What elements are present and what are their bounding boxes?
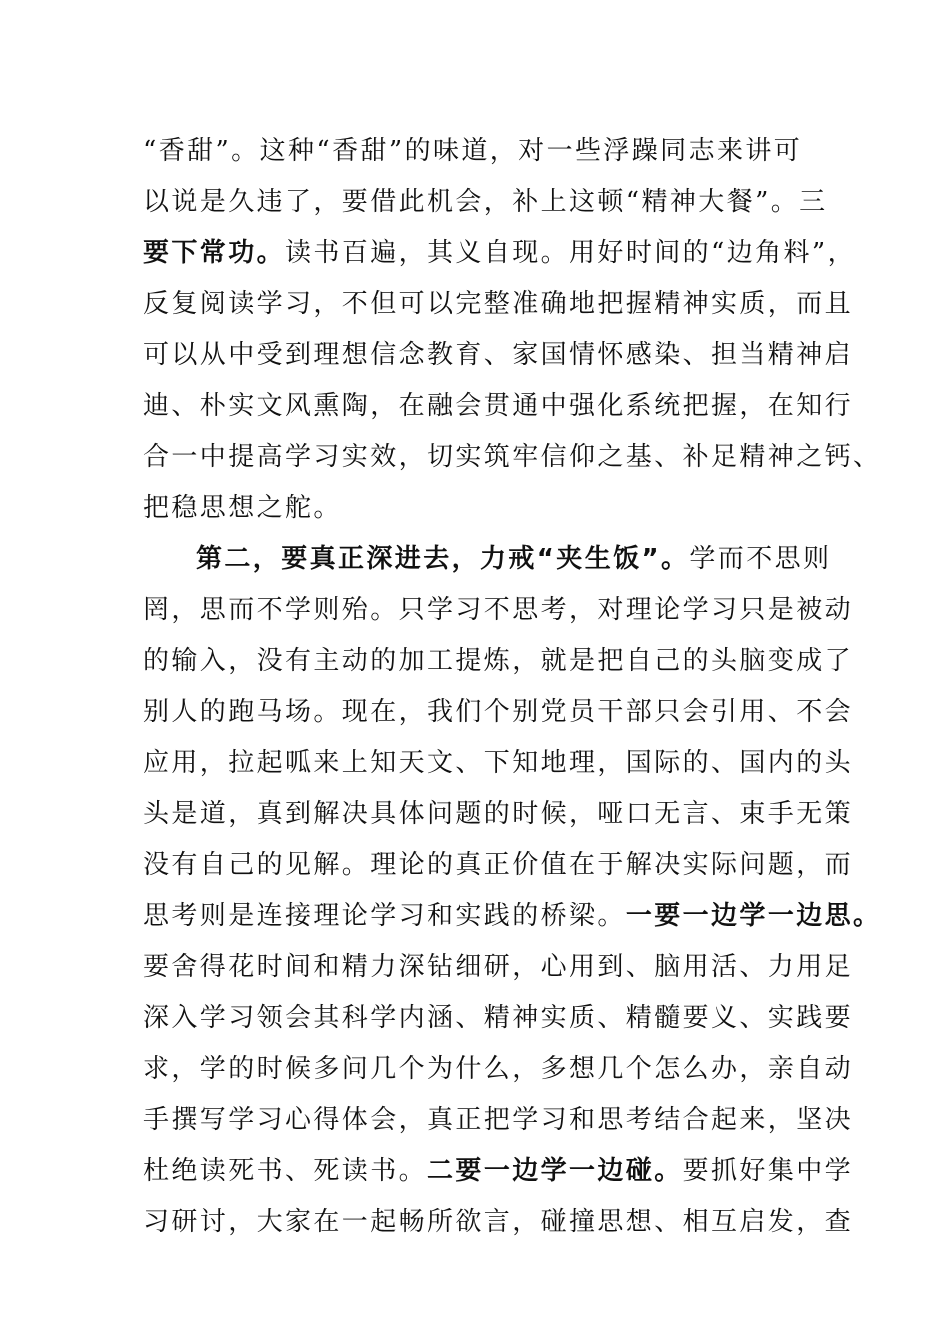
text-line <box>143 338 853 372</box>
text-run: 罔，思而不学则殆。只学习不思考，对理论学习只是被动 <box>143 595 854 625</box>
text-run: 读书百遍，其义自现。用好时间的“边角料”， <box>285 238 857 268</box>
text-line <box>143 440 881 474</box>
text-run: 深入学习领会其科学内涵、精神实质、精髓要义、实践要 <box>143 1003 854 1033</box>
text-run: 合一中提高学习实效，切实筑牢信仰之基、补足精神之钙、 <box>143 442 882 472</box>
text-run: 迪、朴实文风熏陶，在融会贯通中强化系统把握，在知行 <box>143 391 854 421</box>
bold-heading-run: 第二，要真正深进去，力戒“夹生饭”。 <box>196 544 690 574</box>
bold-heading-run: 要下常功。 <box>143 238 286 268</box>
text-line <box>143 1103 853 1137</box>
text-line <box>143 1052 853 1086</box>
text-line <box>143 1154 853 1188</box>
text-line <box>143 695 853 729</box>
text-line <box>143 1001 853 1035</box>
text-line <box>143 389 853 423</box>
text-run: 头是道，真到解决具体问题的时候，哑口无言、束手无策 <box>143 799 854 829</box>
text-line <box>143 134 802 168</box>
text-run: 手撰写学习心得体会，真正把学习和思考结合起来，坚决 <box>143 1105 854 1135</box>
text-run: 思考则是连接理论学习和实践的桥梁。 <box>143 901 626 931</box>
text-run: 以说是久违了，要借此机会，补上这顿“精神大餐”。三 <box>143 187 828 217</box>
text-run: 求，学的时候多问几个为什么，多想几个怎么办，亲自动 <box>143 1054 854 1084</box>
text-run: 杜绝读死书、死读书。 <box>143 1156 428 1186</box>
text-line <box>143 848 853 882</box>
text-line <box>196 542 831 576</box>
text-run: 应用，拉起呱来上知天文、下知地理，国际的、国内的头 <box>143 748 854 778</box>
text-run: 别人的跑马场。现在，我们个别党员干部只会引用、不会 <box>143 697 854 727</box>
text-line <box>143 185 828 219</box>
text-line <box>143 287 853 321</box>
text-run: 反复阅读学习，不但可以完整准确地把握精神实质，而且 <box>143 289 854 319</box>
text-run: 要抓好集中学 <box>682 1156 854 1186</box>
text-run: 没有自己的见解。理论的真正价值在于解决实际问题，而 <box>143 850 854 880</box>
text-run: 可以从中受到理想信念教育、家国情怀感染、担当精神启 <box>143 340 854 370</box>
text-run: 把稳思想之舵。 <box>143 493 342 523</box>
text-line <box>143 950 853 984</box>
bold-heading-run: 二要一边学一边碰。 <box>427 1156 683 1186</box>
text-run: 习研讨，大家在一起畅所欲言，碰撞思想、相互启发，查 <box>143 1207 854 1237</box>
text-line <box>143 797 853 831</box>
text-line <box>143 746 853 780</box>
text-line <box>143 644 853 678</box>
text-line <box>143 236 856 270</box>
text-line <box>143 899 881 933</box>
text-run: “香甜”。这种“香甜”的味道，对一些浮躁同志来讲可 <box>143 136 803 166</box>
text-run: 的输入，没有主动的加工提炼，就是把自己的头脑变成了 <box>143 646 854 676</box>
text-line <box>143 593 853 627</box>
text-line <box>143 491 342 525</box>
text-line <box>143 1205 853 1239</box>
text-run: 要舍得花时间和精力深钻细研，心用到、脑用活、力用足 <box>143 952 854 982</box>
bold-heading-run: 一要一边学一边思。 <box>625 901 882 931</box>
text-run: 学而不思则 <box>689 544 832 574</box>
